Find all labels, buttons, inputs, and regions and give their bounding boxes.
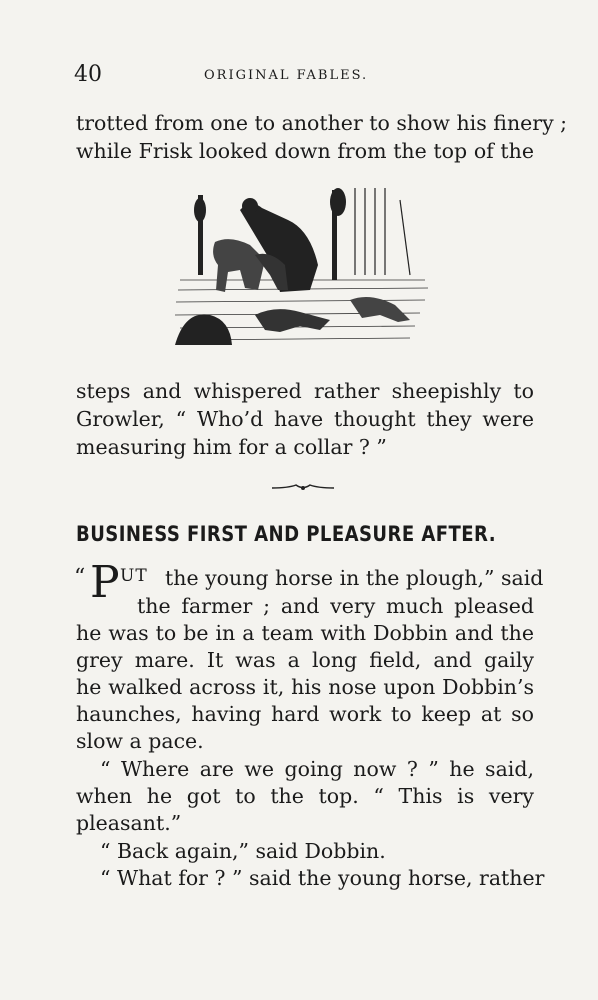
- first-word-smallcaps: UT: [120, 566, 148, 586]
- text-line: when he got to the top. “ This is very: [76, 784, 534, 808]
- text-line: he walked across it, his nose upon Dobbin’s: [76, 675, 534, 699]
- text-line: “ Where are we going now ? ” he said,: [100, 757, 534, 781]
- text-line: pleasant.”: [76, 811, 182, 835]
- page-header: [74, 62, 536, 92]
- engraving-illustration: [170, 180, 435, 360]
- text-line: he was to be in a team with Dobbin and the: [76, 621, 534, 645]
- text-line: the young horse in the plough,” said: [165, 566, 544, 590]
- text-line: measuring him for a collar ? ”: [76, 435, 387, 459]
- page-number: 40: [74, 62, 102, 87]
- text-line: the farmer ; and very much pleased: [137, 594, 534, 618]
- text-line: haunches, having hard work to keep at so: [76, 702, 534, 726]
- text-line: “ What for ? ” said the young horse, rather: [100, 866, 545, 890]
- text-line: Growler, “ Who’d have thought they were: [76, 407, 534, 431]
- text-line: while Frisk looked down from the top of the: [76, 139, 534, 163]
- running-title: ORIGINAL FABLES.: [204, 68, 369, 83]
- text-line: grey mare. It was a long field, and gaily: [76, 648, 534, 672]
- opening-quote: “: [74, 565, 86, 590]
- text-line: “ Back again,” said Dobbin.: [100, 839, 386, 863]
- drop-cap-letter: P: [90, 557, 120, 608]
- text-line: steps and whispered rather sheepishly to: [76, 379, 534, 403]
- section-divider-ornament: [270, 482, 336, 494]
- section-heading: BUSINESS FIRST AND PLEASURE AFTER.: [76, 522, 497, 546]
- text-line: slow a pace.: [76, 729, 204, 753]
- text-line: trotted from one to another to show his finery ;: [76, 111, 568, 135]
